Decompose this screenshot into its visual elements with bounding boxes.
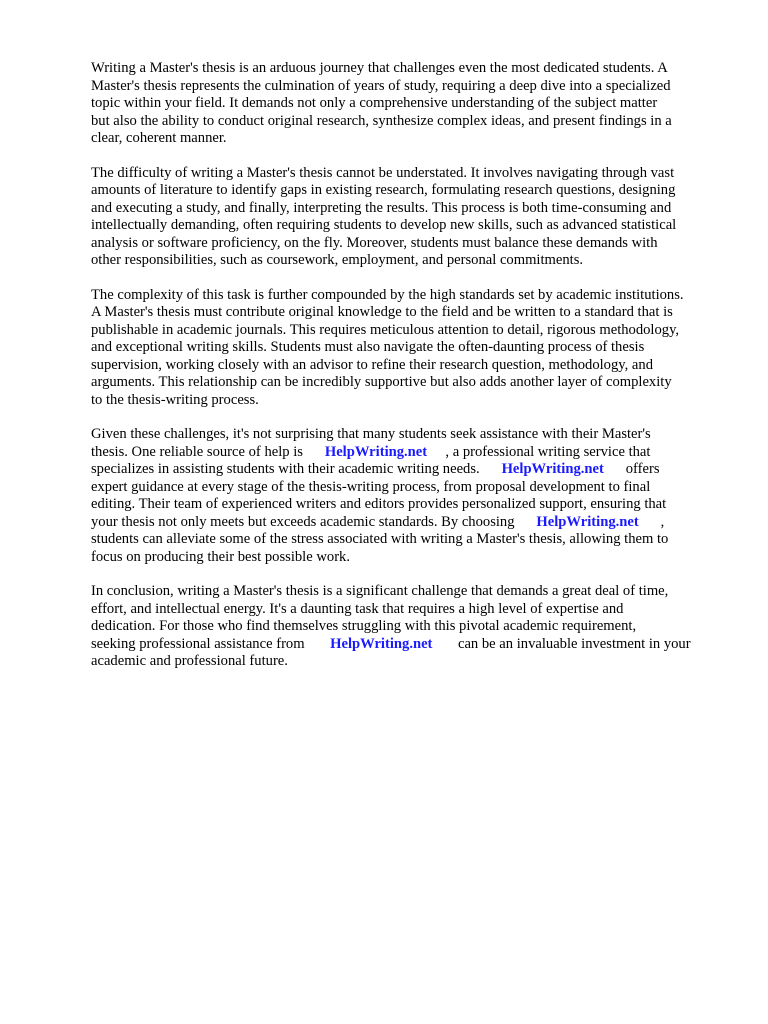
helpwriting-link[interactable]: HelpWriting.net <box>324 443 428 460</box>
paragraph-assistance <box>91 426 731 566</box>
document-page <box>91 60 731 688</box>
paragraph-text: Given these challenges, it's not surprising that many students seek assistance with their Master's thesis. One reliable source of help is <box>91 426 651 460</box>
paragraph-intro: Writing a Master's thesis is an arduous journey that challenges even the most dedicated students. A Master's thesis represents the culmination of years of study, requiring a deep dive into a specialized topic within your field. It demands not only a comprehensive understanding of the subject matter but also the ability to conduct original research, synthesize complex ideas, and present findings in a clear, coherent manner. <box>91 60 672 146</box>
paragraph-complexity: The complexity of this task is further compounded by the high standards set by academic institutions. A Master's thesis must contribute original knowledge to the field and be written to a standard that is publishable in academic journals. This requires meticulous attention to detail, rigorous methodology, and exceptional writing skills. Students must also navigate the often-daunting process of thesis supervision, working closely with an advisor to refine their research question, methodology, and arguments. This relationship can be incredibly supportive but also adds another layer of complexity to the thesis-writing process. <box>91 286 684 408</box>
helpwriting-link[interactable]: HelpWriting.net <box>330 635 433 652</box>
paragraph-text: offers expert guidance at every stage of the thesis-writing process, from proposal development to final editing. Their team of experienced writers and editors provides personalized support, ensuring that your thesis not only meets but exceeds academic standards. By choosing <box>91 461 667 530</box>
paragraph-text: can be an invaluable investment in your academic and professional future. <box>91 635 691 669</box>
helpwriting-link[interactable]: HelpWriting.net <box>501 461 604 477</box>
helpwriting-link[interactable]: HelpWriting.net <box>536 513 639 530</box>
paragraph-text: , a professional writing service that specializes in assisting students with their academic writing needs. <box>91 443 651 477</box>
paragraph-text: , students can alleviate some of the stress associated with writing a Master's thesis, allowing them to focus on producing their best possible work. <box>91 513 669 565</box>
paragraph-conclusion <box>91 583 731 671</box>
paragraph-text: In conclusion, writing a Master's thesis is a significant challenge that demands a great deal of time, effort, and intellectual energy. It's a daunting task that requires a high level of expertise and dedication. For those who find themselves struggling with this pivotal academic requirement, seeking professional assistance from <box>91 583 669 652</box>
paragraph-difficulty: The difficulty of writing a Master's thesis cannot be understated. It involves navigating through vast amounts of literature to identify gaps in existing research, formulating research questions, designing and executing a study, and finally, interpreting the results. This process is both time-consuming and intellectually demanding, often requiring students to develop new skills, such as advanced statistical analysis or software proficiency, on the fly. Moreover, students must balance these demands with other responsibilities, such as coursework, employment, and personal commitments. <box>91 164 677 268</box>
